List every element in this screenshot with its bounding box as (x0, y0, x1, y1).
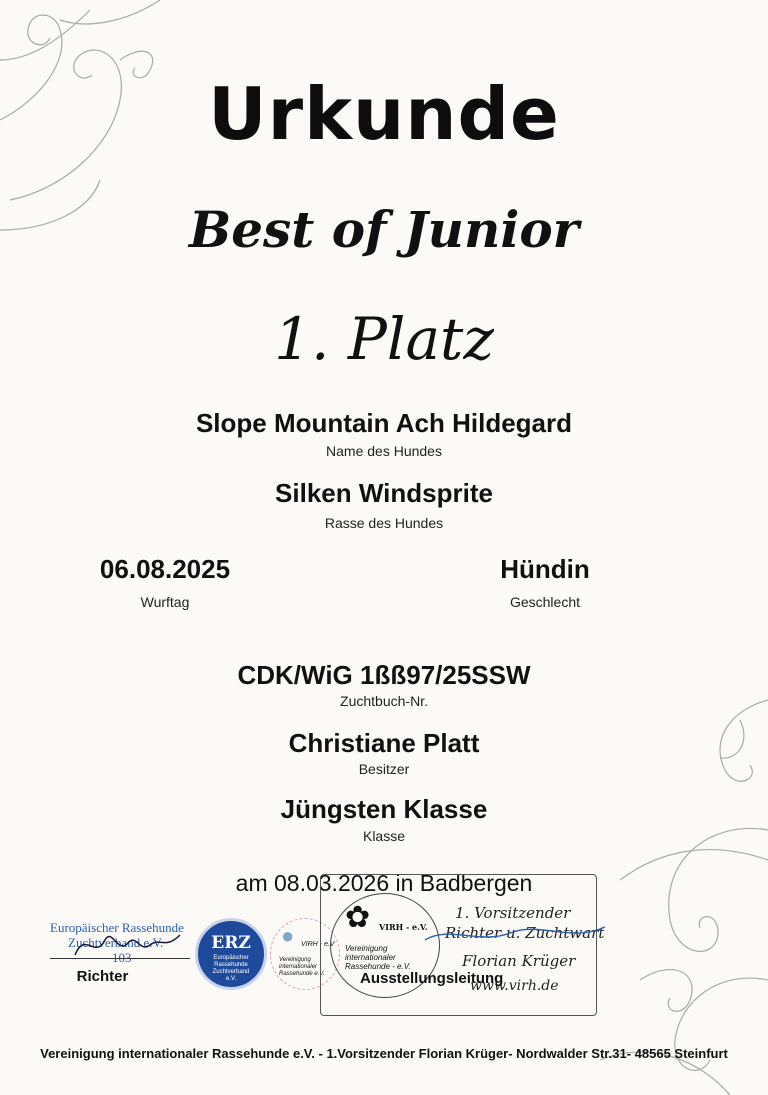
paw-print-icon: ✿ (345, 901, 371, 934)
erz-logo-abbr: ERZ (211, 933, 251, 953)
judge-signature-line (50, 958, 190, 959)
event-date-location: am 08.03.2026 in Badbergen (235, 870, 533, 896)
breed-label: Rasse des Hundes (324, 515, 444, 531)
owner-value: Christiane Platt (288, 728, 480, 758)
show-management-signature (420, 915, 610, 955)
class-value: Jüngsten Klasse (280, 794, 488, 824)
owner-label: Besitzer (358, 761, 410, 777)
stamp-sign-line4: www.virh.de (470, 978, 559, 994)
stamp-sign-line1: 1. Vorsitzender (455, 904, 571, 922)
sex-value: Hündin (500, 554, 590, 584)
dog-name-label: Name des Hundes (326, 443, 442, 459)
judge-signature (70, 925, 200, 965)
judge-stamp-line2: Zuchtverband e.V. (68, 935, 164, 950)
virh-small-name: VIRH - e.V (301, 941, 335, 948)
dog-name: Slope Mountain Ach Hildegard (195, 408, 573, 438)
judge-label: Richter (76, 968, 129, 985)
award-title: Best of Junior (188, 200, 580, 259)
studbook-label: Zuchtbuch-Nr. (340, 693, 428, 709)
placement: 1. Platz (274, 305, 494, 373)
stamp-sign-line2: Richter u. Zuchtwart (445, 924, 605, 942)
virh-small-text: Vereinigung internationaler Rassehunde e.V. (279, 957, 325, 977)
studbook-value: CDK/WiG 1ßß97/25SSW (237, 660, 531, 690)
certificate-title: Urkunde (208, 72, 560, 156)
virh-stamp-name: VIRH - e.V. (379, 922, 428, 932)
sex-label: Geschlecht (509, 594, 581, 610)
footer-address: Vereinigung internationaler Rassehunde e.V. - 1.Vorsitzender Florian Krüger- Nordwalder Str.31- 48565 Steinfurt (40, 1046, 728, 1061)
judge-stamp-number: 103 (112, 950, 132, 965)
birth-date-value: 06.08.2025 (99, 554, 231, 584)
birth-date-label: Wurftag (140, 594, 190, 610)
stamp-sign-line3: Florian Krüger (462, 952, 576, 970)
breed-value: Silken Windsprite (275, 478, 493, 508)
judge-stamp-line1: Europäischer Rassehunde (50, 920, 184, 935)
show-management-label: Ausstellungsleitung (360, 970, 504, 987)
paw-icon: ● (281, 923, 295, 948)
erz-logo (195, 918, 267, 990)
virh-stamp-text: Vereinigung internationaler Rassehunde - e.V. (345, 944, 411, 971)
class-label: Klasse (362, 828, 406, 844)
erz-logo-text: Europäischer Rassehunde Zuchtverband e.V. (212, 955, 250, 982)
